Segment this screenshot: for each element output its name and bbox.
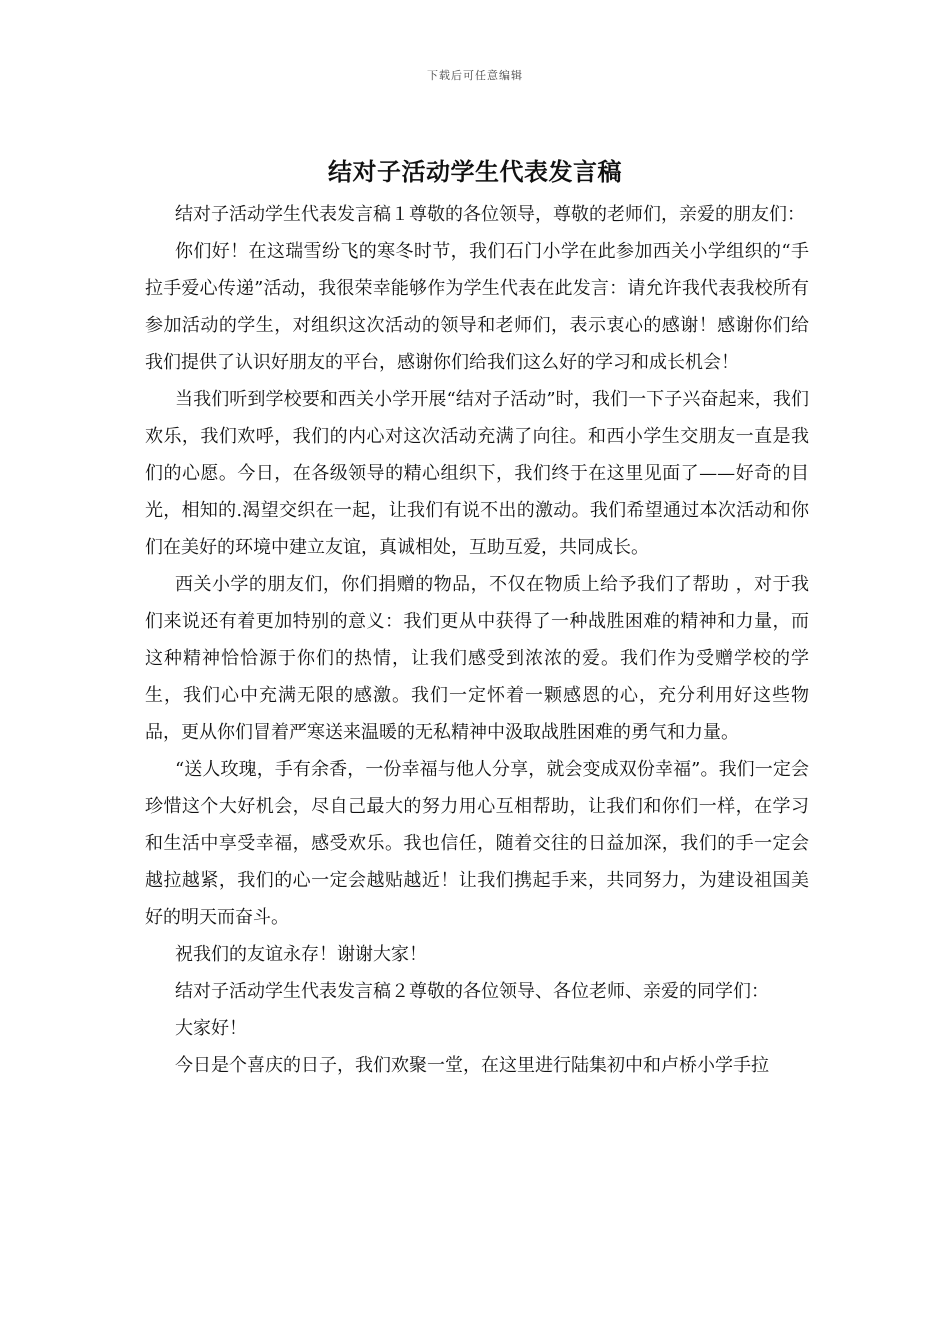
paragraph: 你们好！在这瑞雪纷飞的寒冬时节，我们石门小学在此参加西关小学组织的“手拉手爱心传递”活动，我很荣幸能够作为学生代表在此发言：请允许我代表我校所有参加活动的学生，对组织这次活动的领导和老师们，表示衷心的感谢！感谢你们给我们提供了认识好朋友的平台，感谢你们给我们这么好的学习和成长机会！ bbox=[145, 241, 809, 373]
paragraph: 今日是个喜庆的日子，我们欢聚一堂，在这里进行陆集初中和卢桥小学手拉 bbox=[175, 1055, 769, 1076]
paragraph: 大家好！ bbox=[175, 1018, 247, 1039]
paragraph: 结对子活动学生代表发言稿１尊敬的各位领导，尊敬的老师们，亲爱的朋友们： bbox=[175, 204, 805, 225]
paragraph: 西关小学的朋友们，你们捐赠的物品，不仅在物质上给予我们了帮助 ，对于我们来说还有着更加特别的意义：我们更从中获得了一种战胜困难的精神和力量，而这种精神恰恰源于你们的热情，让我们感受到浓浓的爱。我们作为受赠学校的学生，我们心中充满无限的感激。我们一定怀着一颗感恩的心，充分利用好这些物品，更从你们冒着严寒送来温暖的无私精神中汲取战胜困难的勇气和力量。 bbox=[145, 574, 809, 743]
page-title: 结对子活动学生代表发言稿 bbox=[328, 157, 622, 186]
paragraph: 当我们听到学校要和西关小学开展“结对子活动”时，我们一下子兴奋起来，我们欢乐，我们欢呼，我们的内心对这次活动充满了向往。和西小学生交朋友一直是我们的心愿。今日，在各级领导的精心组织下，我们终于在这里见面了——好奇的目光，相知的.渴望交织在一起，让我们有说不出的激动。我们希望通过本次活动和你们在美好的环境中建立友谊，真诚相处，互助互爱，共同成长。 bbox=[145, 389, 809, 558]
paragraph: “送人玫瑰，手有余香，一份幸福与他人分享，就会变成双份幸福”。我们一定会珍惜这个大好机会，尽自己最大的努力用心互相帮助，让我们和你们一样，在学习和生活中享受幸福，感受欢乐。我也信任，随着交往的日益加深，我们的手一定会越拉越紧，我们的心一定会越贴越近！让我们携起手来，共同努力，为建设祖国美好的明天而奋斗。 bbox=[145, 759, 809, 928]
document-body bbox=[145, 196, 809, 1084]
paragraph: 结对子活动学生代表发言稿２尊敬的各位领导、各位老师、亲爱的同学们： bbox=[175, 981, 769, 1002]
paragraph: 祝我们的友谊永存！谢谢大家！ bbox=[175, 944, 427, 965]
header-note: 下载后可任意编辑 bbox=[427, 69, 523, 82]
